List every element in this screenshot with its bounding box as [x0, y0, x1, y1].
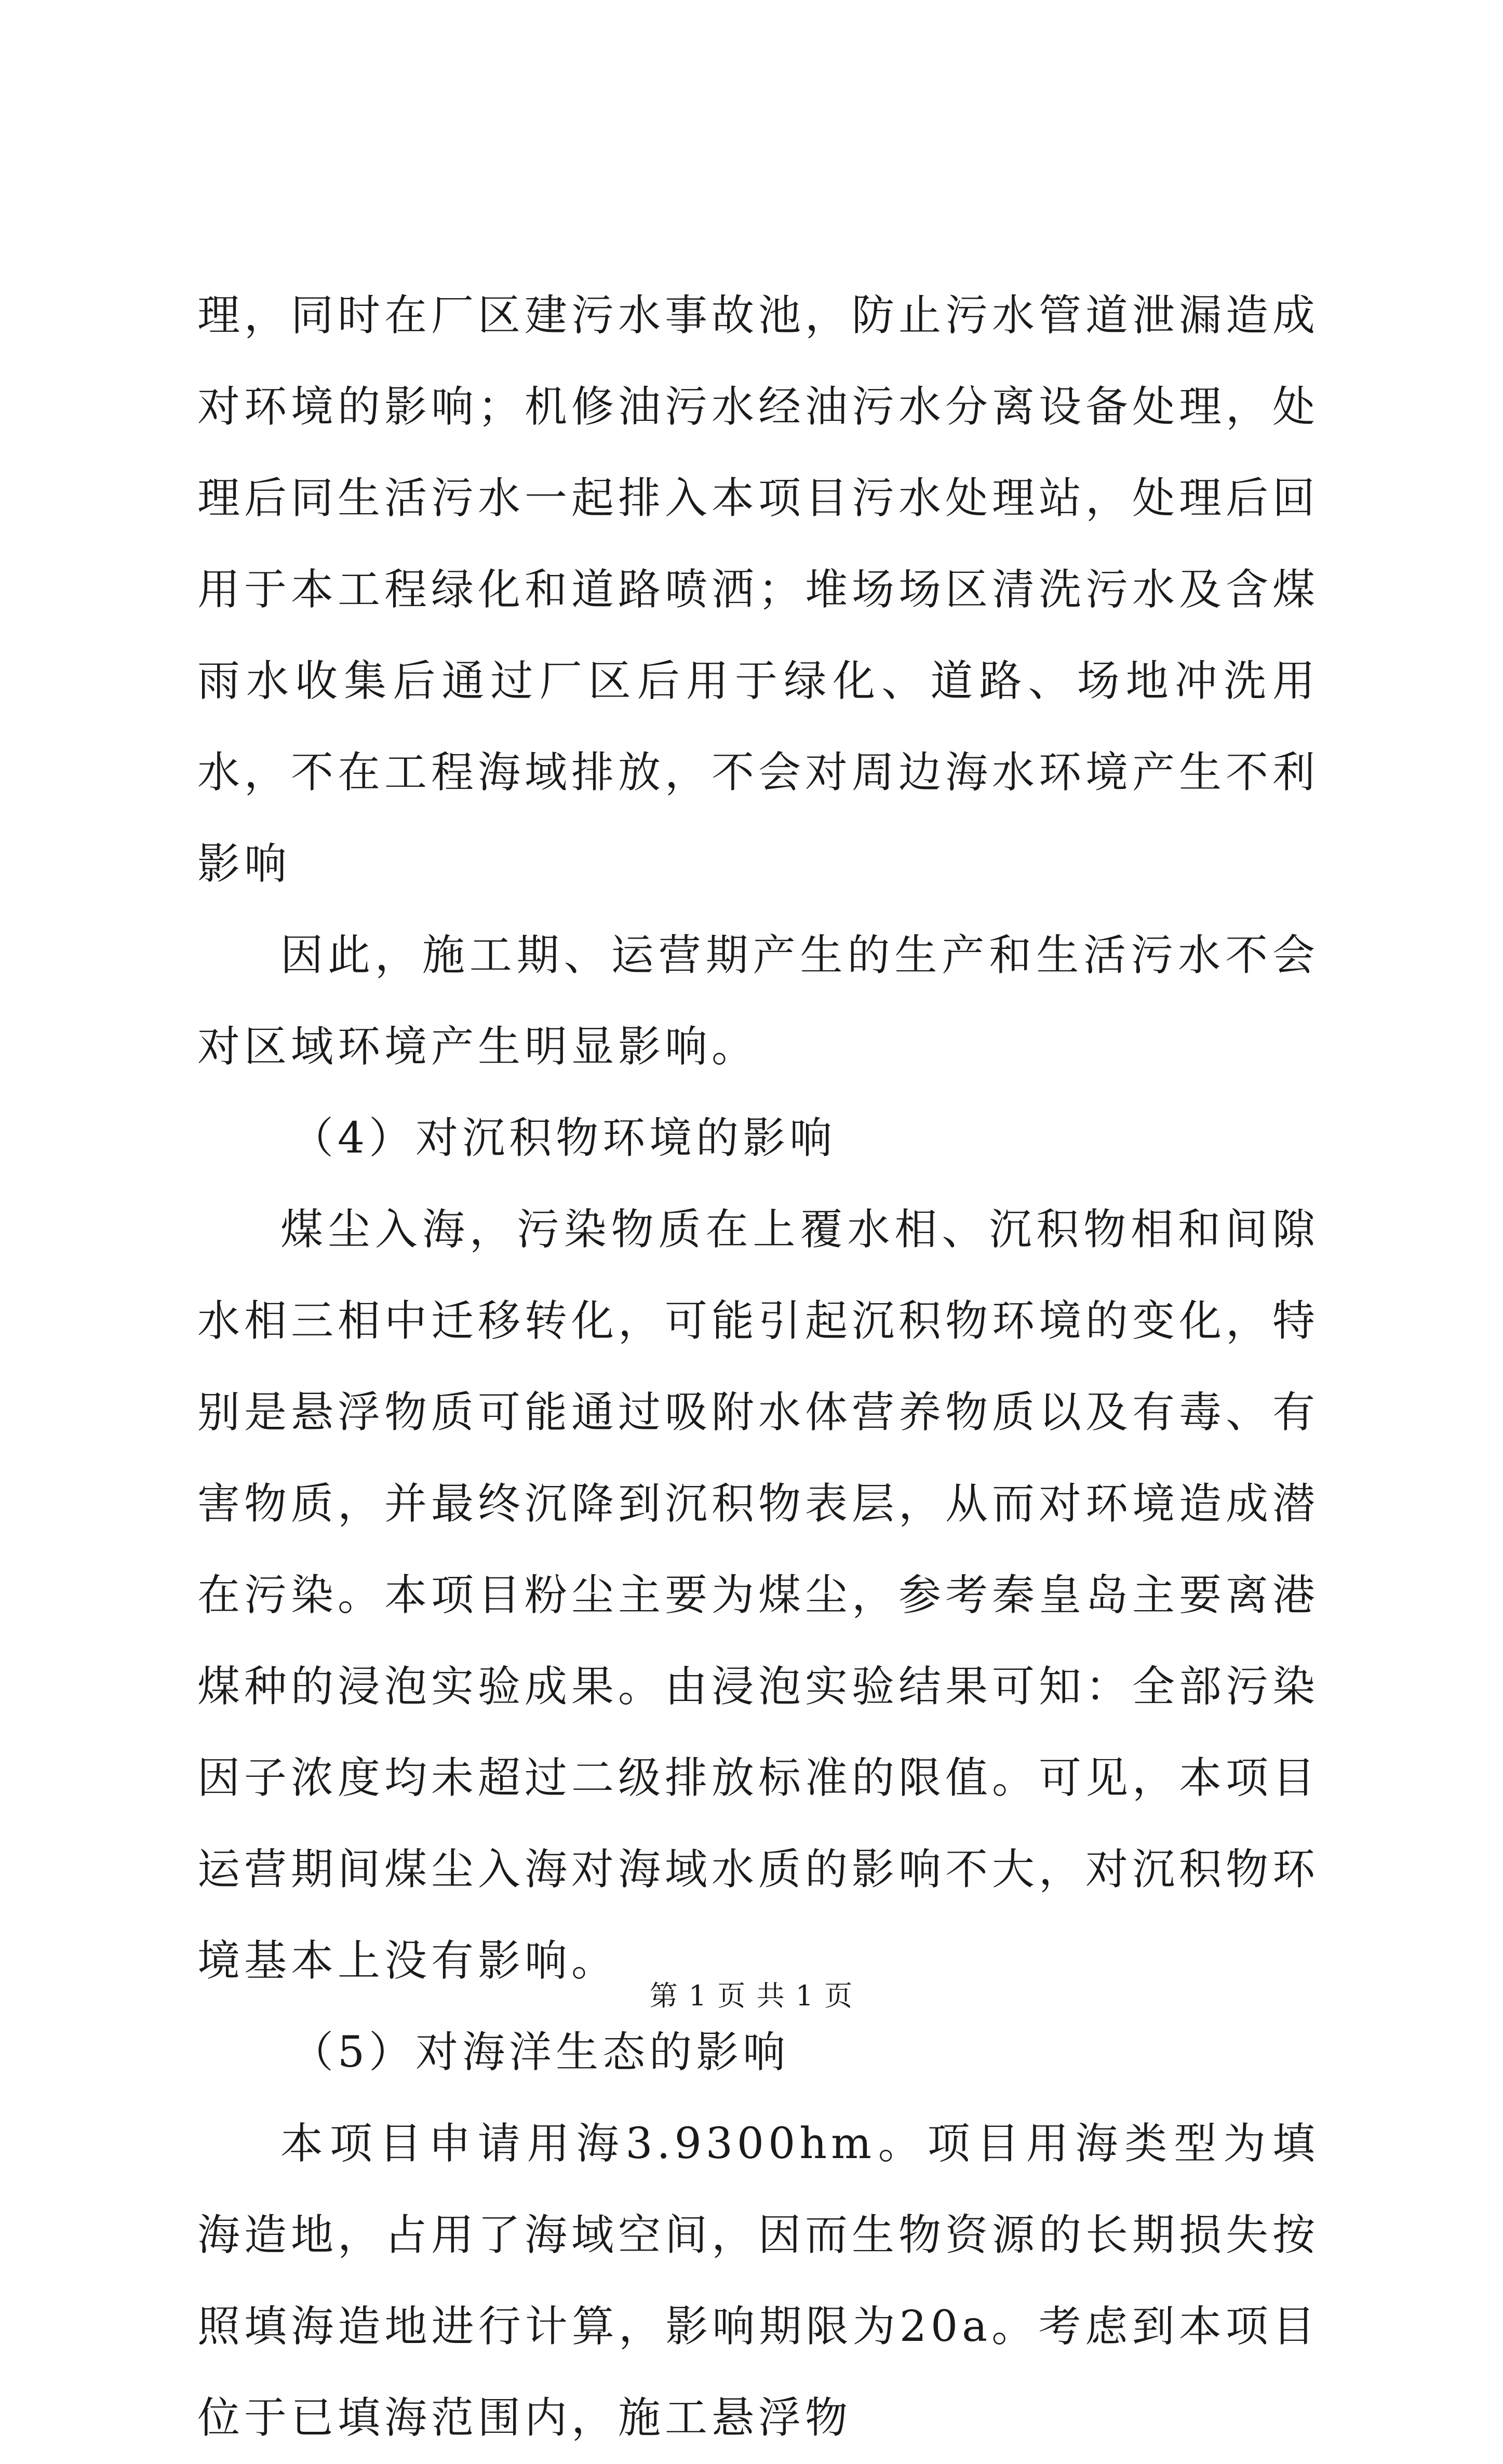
section-heading-marine-ecology: （5）对海洋生态的影响	[291, 2028, 790, 2077]
paragraph-sediment-impact: 煤尘入海，污染物质在上覆水相、沉积物相和间隙水相三相中迁移转化，可能引起沉积物环境的变化，特别是悬浮物质可能通过吸附水体营养物质以及有毒、有害物质，并最终沉降到沉积物表层，从而对环境造成潜在污染。本项目粉尘主要为煤尘，参考秦皇岛主要离港煤种的浸泡实验成果。由浸泡实验结果可知：全部污染因子浓度均未超过二级排放标准的限值。可见，本项目运营期间煤尘入海对海域水质的影响不大，对沉积物环境基本上没有影响。	[197, 1205, 1320, 1986]
paragraph-wastewater-treatment: 理，同时在厂区建污水事故池，防止污水管道泄漏造成对环境的影响；机修油污水经油污水分离设备处理，处理后同生活污水一起排入本项目污水处理站，处理后回用于本工程绿化和道路喷洒；堆场场区清洗污水及含煤雨水收集后通过厂区后用于绿化、道路、场地冲洗用水，不在工程海域排放，不会对周边海水环境产生不利影响	[197, 291, 1320, 889]
document-body	[197, 270, 1319, 2464]
page-number-label: 第 1 页 共 1 页	[649, 1979, 854, 2012]
paragraph-marine-ecology: 本项目申请用海3.9300hm。项目用海类型为填海造地，占用了海域空间，因而生物资源的长期损失按照填海造地进行计算，影响期限为20a。考虑到本项目位于已填海范围内，施工悬浮物	[197, 2119, 1320, 2443]
paragraph-wastewater-conclusion: 因此，施工期、运营期产生的生产和生活污水不会对区域环境产生明显影响。	[197, 931, 1319, 1072]
section-heading-sediment: （4）对沉积物环境的影响	[291, 1114, 837, 1163]
page-footer	[0, 1978, 1503, 2014]
